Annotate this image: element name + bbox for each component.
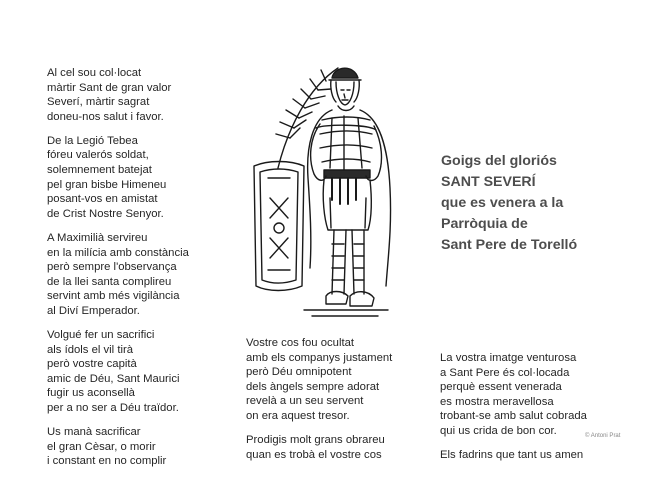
verse-line: però Déu omnipotent (246, 366, 352, 379)
verse-line: on era aquest tresor. (246, 409, 350, 422)
verse-line: el gran Cèsar, o morir (47, 440, 156, 453)
title-line: que es venera a la (441, 195, 564, 211)
verse-line: De la Legió Tebea (47, 134, 138, 147)
verse-line: posant-vos en amistat (47, 193, 158, 206)
stanza (47, 231, 227, 319)
verse-line: i constant en no complir (47, 455, 167, 468)
shield-icon (254, 162, 304, 291)
verse-line: Us manà sacrificar (47, 426, 141, 439)
verse-line: trobant-se amb salut cobrada (440, 410, 587, 423)
verse-line: fugir us aconsellà (47, 387, 135, 400)
verse-line: al Diví Emperador. (47, 304, 140, 317)
verse-line: però vostre capità (47, 358, 137, 371)
verse-line: Prodigis molt grans obrareu (246, 434, 385, 447)
title-line: Parròquia de (441, 216, 528, 232)
right-column (440, 351, 615, 472)
verse-line: amb els companys justament (246, 351, 393, 364)
title-line: SANT SEVERÍ (441, 174, 536, 190)
verse-line: Els fadrins que tant us amen (440, 449, 584, 462)
verse-line: doneu-nos salut i favor. (47, 110, 164, 123)
verse-line: solemnement batejat (47, 164, 152, 177)
verse-line: Al cel sou col·locat (47, 67, 142, 79)
copyright-notice: © Antoni Prat (585, 433, 621, 439)
stanza (246, 433, 416, 462)
verse-line: qui us crida de bon cor. (440, 424, 557, 437)
page-title (441, 151, 641, 256)
stanza (47, 134, 227, 222)
verse-line: pel gran bisbe Himeneu (47, 178, 167, 191)
verse-line: fóreu valerós soldat, (47, 149, 149, 162)
verse-line: revelà a un seu servent (246, 395, 364, 408)
verse-line: en la milícia amb constància (47, 246, 189, 259)
middle-column (246, 336, 416, 472)
verse-line: amic de Déu, Sant Maurici (47, 372, 180, 385)
saint-illustration (228, 58, 398, 326)
stanza (440, 448, 615, 463)
verse-line: es mostra meravellosa (440, 395, 554, 408)
verse-line: de Crist Nostre Senyor. (47, 207, 164, 220)
verse-line: La vostra imatge venturosa (440, 352, 577, 364)
verse-line: màrtir Sant de gran valor (47, 81, 172, 94)
verse-line: als ídols el vil tirà (47, 343, 134, 356)
verse-line: Severí, màrtir sagrat (47, 96, 150, 109)
verse-line: de la llei santa complireu (47, 275, 172, 288)
title-line: Sant Pere de Torelló (441, 237, 578, 253)
verse-line: Volgué fer un sacrifici (47, 329, 155, 341)
stanza (246, 336, 416, 424)
verse-line: a Sant Pere és col·locada (440, 366, 570, 379)
stanza (47, 66, 227, 124)
verse-line: per a no ser a Déu traïdor. (47, 401, 179, 414)
verse-line: Vostre cos fou ocultat (246, 337, 355, 349)
stanza (440, 351, 615, 439)
verse-line: servint amb més vigilància (47, 290, 180, 303)
verse-line: dels àngels sempre adorat (246, 380, 380, 393)
verse-line: A Maximilià servireu (47, 231, 148, 244)
title-line: Goigs del gloriós (441, 153, 557, 169)
left-column (47, 66, 227, 478)
verse-line: però sempre l'observança (47, 261, 177, 274)
stanza (47, 328, 227, 416)
verse-line: perquè essent venerada (440, 381, 562, 394)
verse-line: quan es trobà el vostre cos (246, 448, 382, 461)
stanza (47, 425, 227, 469)
